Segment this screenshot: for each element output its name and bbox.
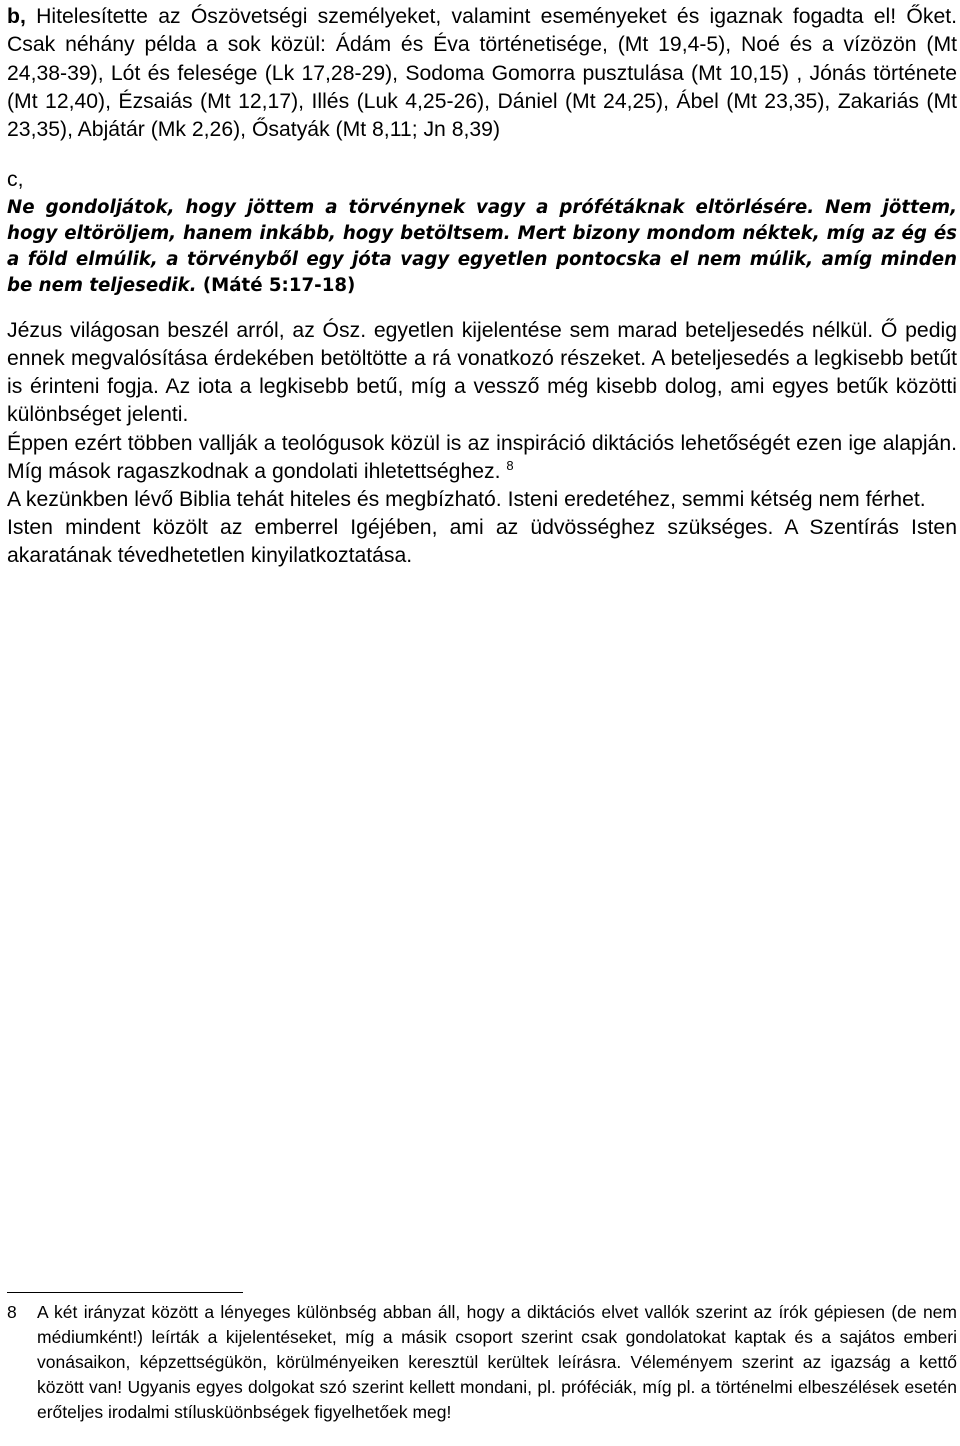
body-paragraph-1: Jézus világosan beszél arról, az Ósz. egyetlen kijelentése sem marad beteljesedés nélkül. Ő pedig ennek megvalósítása érdekében betöltötte a rá vonatkozó részeket. A beteljesedés a legkisebb betűt is érinteni fogja. Az iota a legkisebb betű, míg a vessző még kisebb dolog, ami egyes betűk közötti különbséget jelenti.: [7, 318, 957, 427]
section-b-label: b,: [7, 5, 26, 28]
section-c: [7, 166, 957, 298]
footnote: [7, 1300, 957, 1425]
body-paragraph-4: Isten mindent közölt az emberrel Igéjében, ami az üdvösséghez szükséges. A Szentírás Isten akaratának tévedhetetlen kinyilatkoztatása.: [7, 516, 957, 568]
body-text: [7, 317, 957, 571]
body-paragraph-2-text: Éppen ezért többen vallják a teológusok közül is az inspiráció diktációs lehetőségét ezen ige alapján. Míg mások ragaszkodnak a gondolati ihletettséghez.: [7, 431, 957, 483]
footnote-number: 8: [7, 1302, 17, 1322]
body-paragraph-3: A kezünkben lévő Biblia tehát hiteles és megbízható. Isteni eredetéhez, semmi kétség nem férhet.: [7, 488, 926, 511]
section-b-paragraph: [7, 0, 957, 144]
body-paragraph-2: [7, 430, 957, 486]
section-c-label: c,: [7, 168, 24, 192]
document-page: [7, 0, 957, 571]
footnote-separator: [7, 1292, 243, 1293]
footnote-reference[interactable]: 8: [506, 457, 514, 473]
footnote-text: A két irányzat között a lényeges különbség abban áll, hogy a diktációs elvet vallók szerint az írók gépiesen (de nem médiumként!) leírták a kijelentéseket, míg a másik csoport szerint csak gondolatokat kaptak és a sajátos emberi vonásaikon, képzettségükön, körülményeiken keresztül kerültek leírásra. Véleményem szerint az igazság a kettő között van! Ugyanis egyes dolgokat szó szerint kellett mondani, pl. próféciák, míg pl. a történelmi elbeszélések esetén erőteljes irodalmi stílusküönbségek figyelhetőek meg!: [37, 1302, 957, 1422]
section-b-text: Hitelesítette az Ószövetségi személyeket, valamint eseményeket és igaznak fogadta el! Őket. Csak néhány példa a sok közül: Ádám és Éva történetisége, (Mt 19,4-5), Noé és a vízözön (Mt 24,38-39), Lót és felesége (Lk 17,28-29), Sodoma Gomorra pusztulása (Mt 10,15) , Jónás története (Mt 12,40), Ézsaiás (Mt 12,17), Illés (Luk 4,25-26), Dániel (Mt 24,25), Ábel (Mt 23,35), Zakariás (Mt 23,35), Abjátár (Mk 2,26), Ősatyák (Mt 8,11; Jn 8,39): [7, 5, 958, 142]
bible-quote: [7, 195, 957, 299]
bible-quote-reference: (Máté 5:17-18): [202, 274, 356, 296]
bible-quote-text: Ne gondoljátok, hogy jöttem a törvénynek vagy a prófétáknak eltörlésére. Nem jöttem, hogy eltöröljem, hanem inkább, hogy betöltsem. Mert bizony mondom néktek, míg az ég és a föld elmúlik, a törvényből egy jóta vagy egyetlen pontocska el nem múlik, amíg minden be nem teljesedik.: [7, 196, 957, 296]
